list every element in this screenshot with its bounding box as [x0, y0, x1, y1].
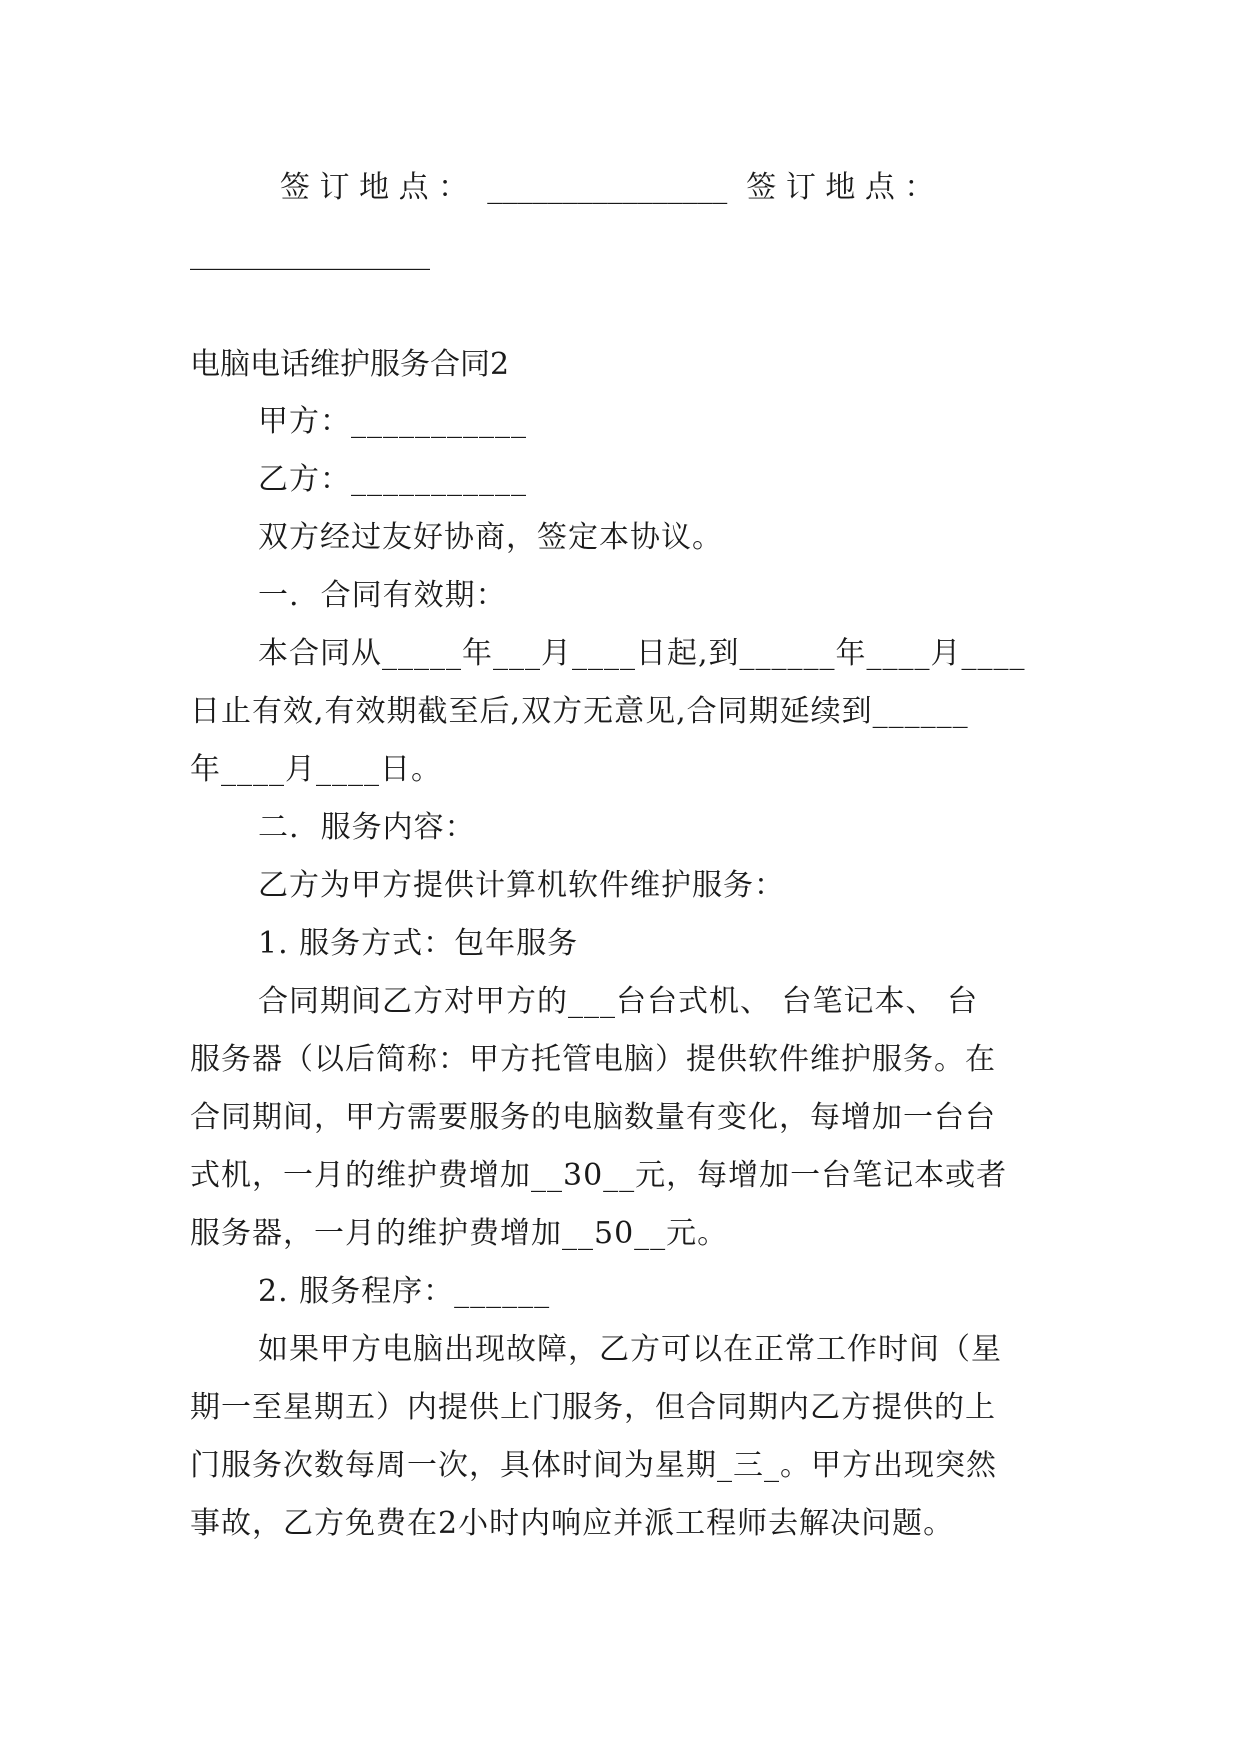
item1-body-line: 式机，一月的维护费增加__30__元，每增加一台笔记本或者: [190, 1158, 1008, 1193]
section2-heading: 二. 服务内容：: [258, 810, 476, 845]
item1-body-line: 合同期间乙方对甲方的___台台式机、 台笔记本、 台: [258, 984, 979, 1019]
section1-heading: 一. 合同有效期：: [258, 578, 507, 613]
item2-body-line: 期一至星期五）内提供上门服务，但合同期内乙方提供的上: [190, 1390, 996, 1425]
section1-body-line: 本合同从_____年___月____日起,到______年____月____: [258, 636, 1026, 671]
item2-heading: 2. 服务程序：______: [258, 1274, 551, 1309]
item1-body-line: 服务器，一月的维护费增加__50__元。: [190, 1216, 729, 1251]
party-a-line: 甲方：___________: [258, 404, 527, 439]
item1-heading: 1. 服务方式：包年服务: [258, 926, 579, 961]
item2-body-line: 门服务次数每周一次，具体时间为星期_三_。甲方出现突然: [190, 1448, 997, 1483]
intro-paragraph: 双方经过友好协商，签定本协议。: [258, 520, 723, 555]
item2-body-line: 事故，乙方免费在2小时内响应并派工程师去解决问题。: [190, 1506, 955, 1541]
section1-body-line: 日止有效,有效期截至后,双方无意见,合同期延续到______: [190, 694, 969, 729]
signing-place-blank: ________________: [190, 236, 430, 271]
item1-body-line: 合同期间，甲方需要服务的电脑数量有变化，每增加一台台: [190, 1100, 996, 1135]
item1-body-line: 服务器（以后简称：甲方托管电脑）提供软件维护服务。在: [190, 1042, 996, 1077]
section2-intro: 乙方为甲方提供计算机软件维护服务：: [258, 868, 785, 903]
section1-body-line: 年____月____日。: [190, 752, 442, 787]
signing-place-line: 签 订 地 点 ： ________________ 签 订 地 点 ：: [280, 170, 935, 205]
item2-body-line: 如果甲方电脑出现故障，乙方可以在正常工作时间（星: [258, 1332, 1002, 1367]
party-b-line: 乙方：___________: [258, 462, 527, 497]
contract-title: 电脑电话维护服务合同2: [190, 347, 510, 382]
